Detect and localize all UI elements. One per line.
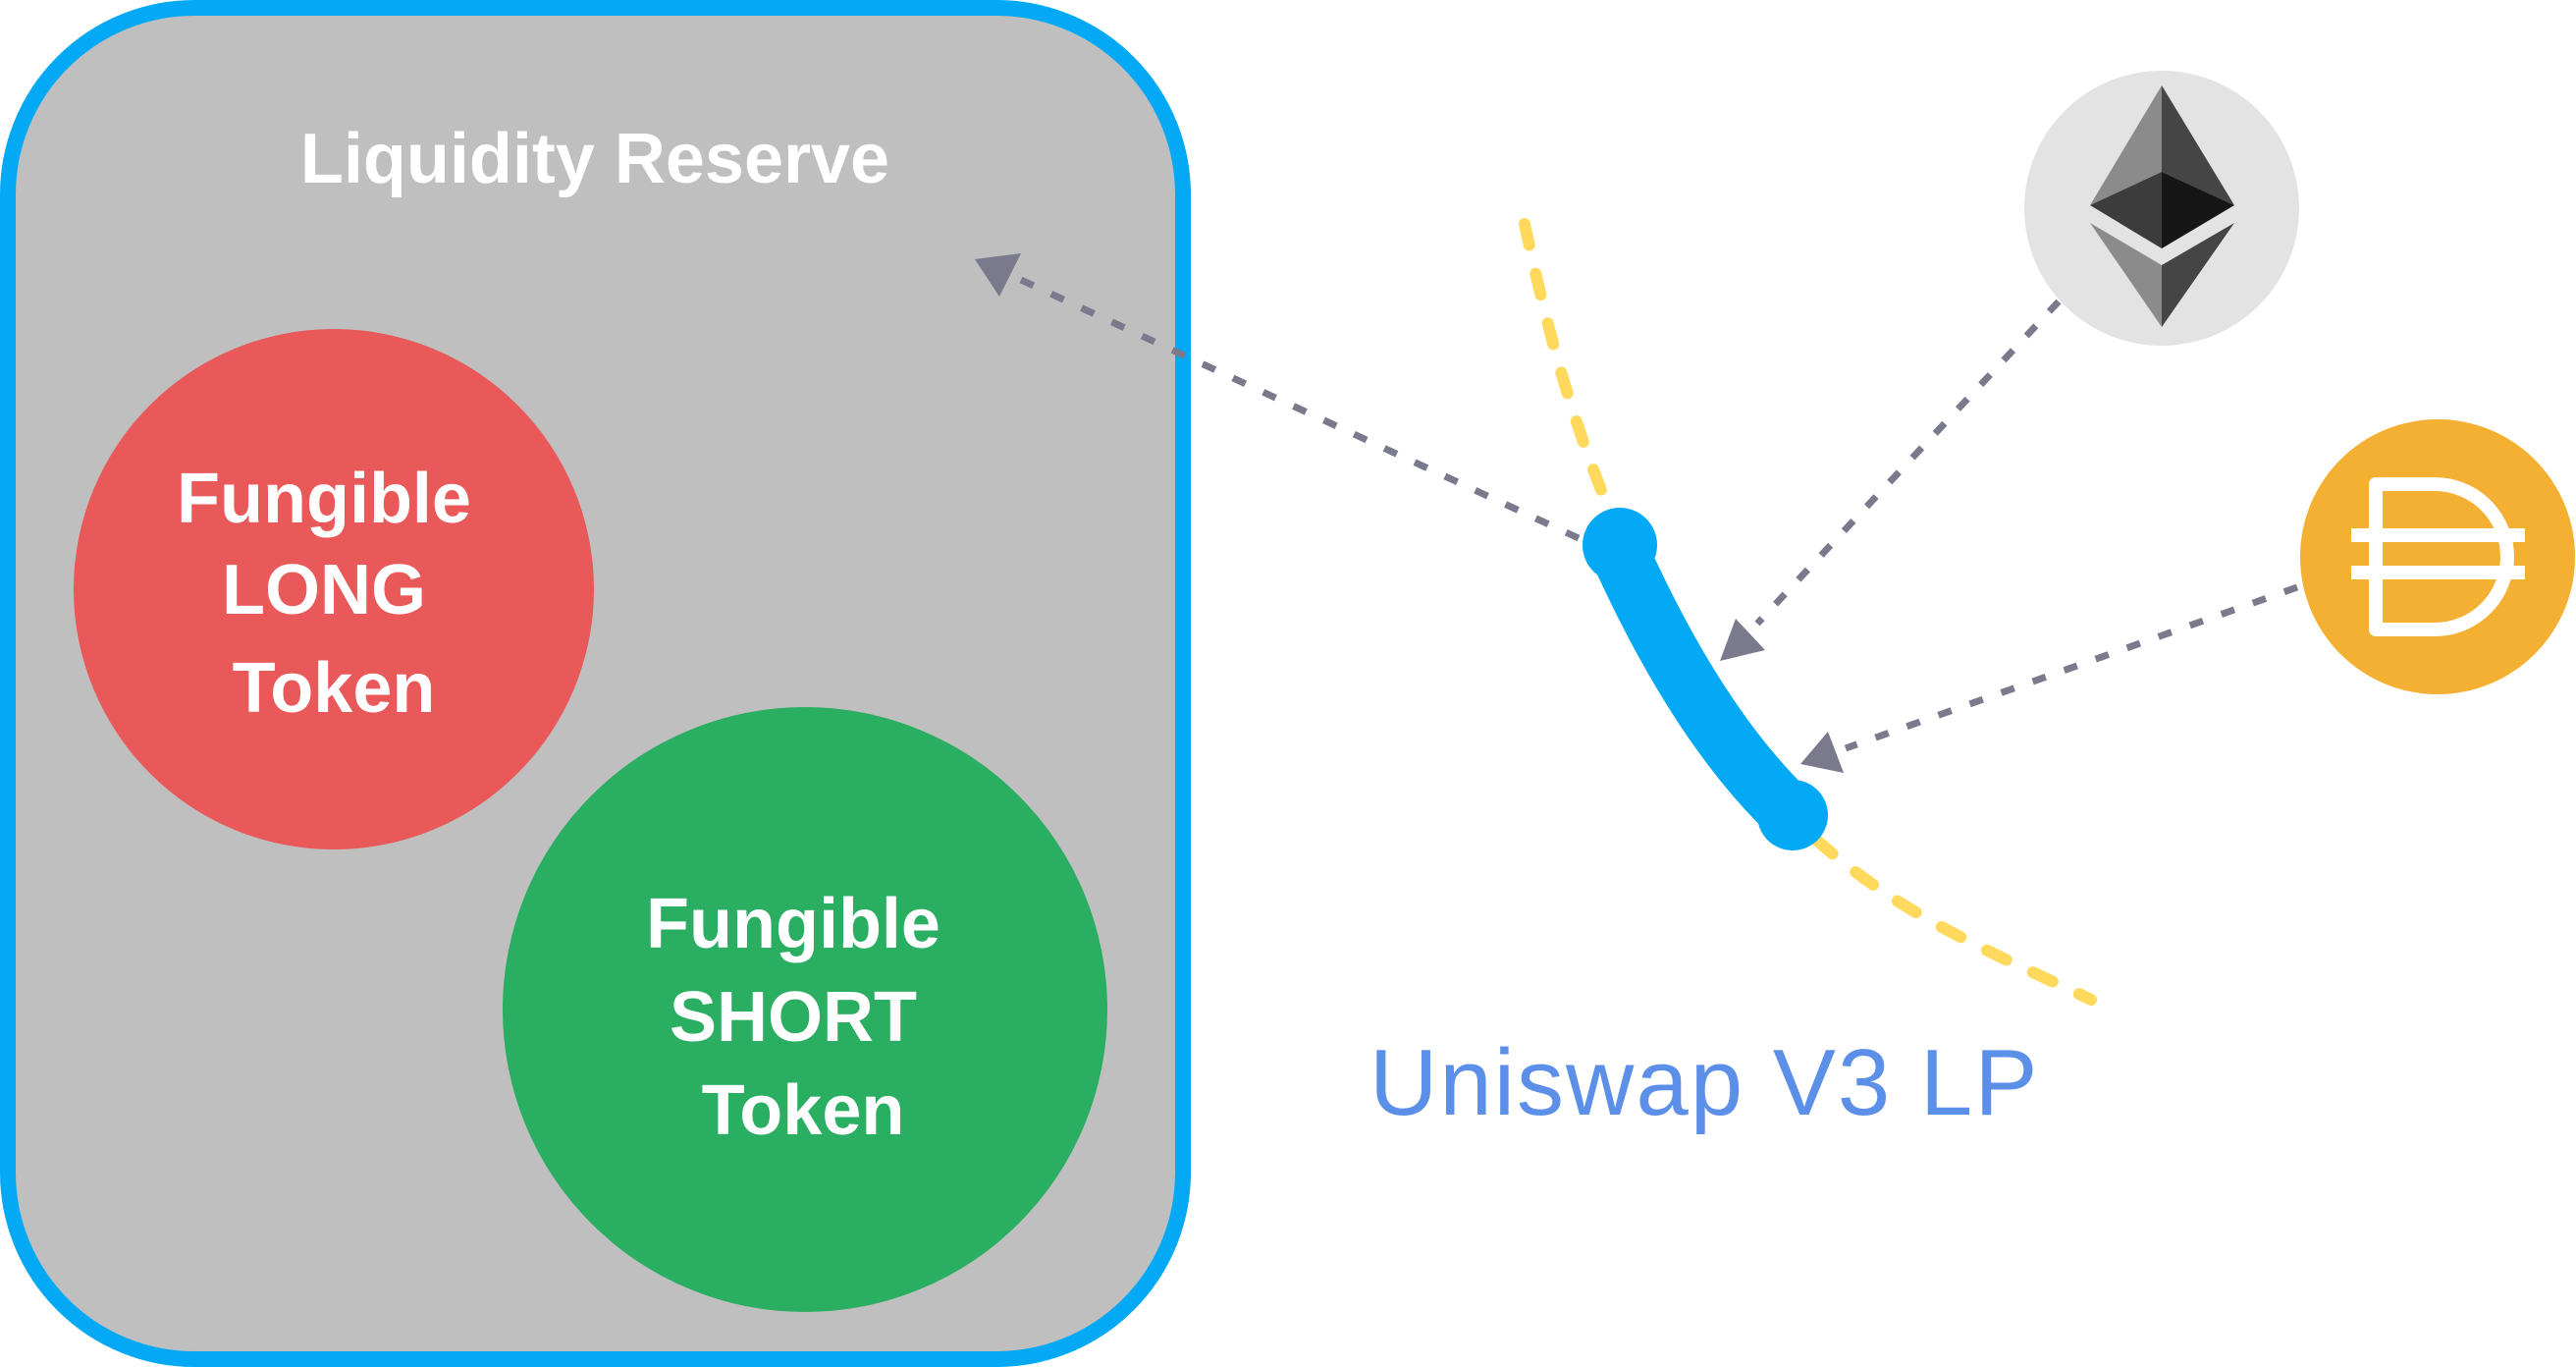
dai-icon xyxy=(2300,419,2575,694)
short-token-line-3: Token xyxy=(701,1071,905,1150)
uniswap-v3-lp-label: Uniswap V3 LP xyxy=(1369,1030,2040,1135)
lp-range-upper-handle xyxy=(1583,508,1657,582)
ethereum-icon xyxy=(2024,71,2299,346)
lp-range-lower-handle xyxy=(1757,780,1828,850)
long-token-line-2: LONG xyxy=(222,551,426,629)
short-token-line-1: Fungible xyxy=(646,885,940,963)
long-token-line-3: Token xyxy=(232,649,436,728)
eth-to-lp-flow-line xyxy=(1757,301,2059,624)
liquidity-reserve-title: Liquidity Reserve xyxy=(299,120,890,198)
dai-to-lp-flow-line xyxy=(1846,587,2297,748)
lp-position-range-curve xyxy=(1620,553,1792,815)
long-token-line-1: Fungible xyxy=(177,460,471,538)
price-curve-lower xyxy=(1816,840,2091,1000)
price-curve-upper xyxy=(1525,224,1620,535)
dai-to-lp-arrowhead xyxy=(1800,732,1844,773)
eth-to-lp-arrowhead xyxy=(1720,619,1765,661)
short-token-line-2: SHORT xyxy=(669,978,917,1057)
